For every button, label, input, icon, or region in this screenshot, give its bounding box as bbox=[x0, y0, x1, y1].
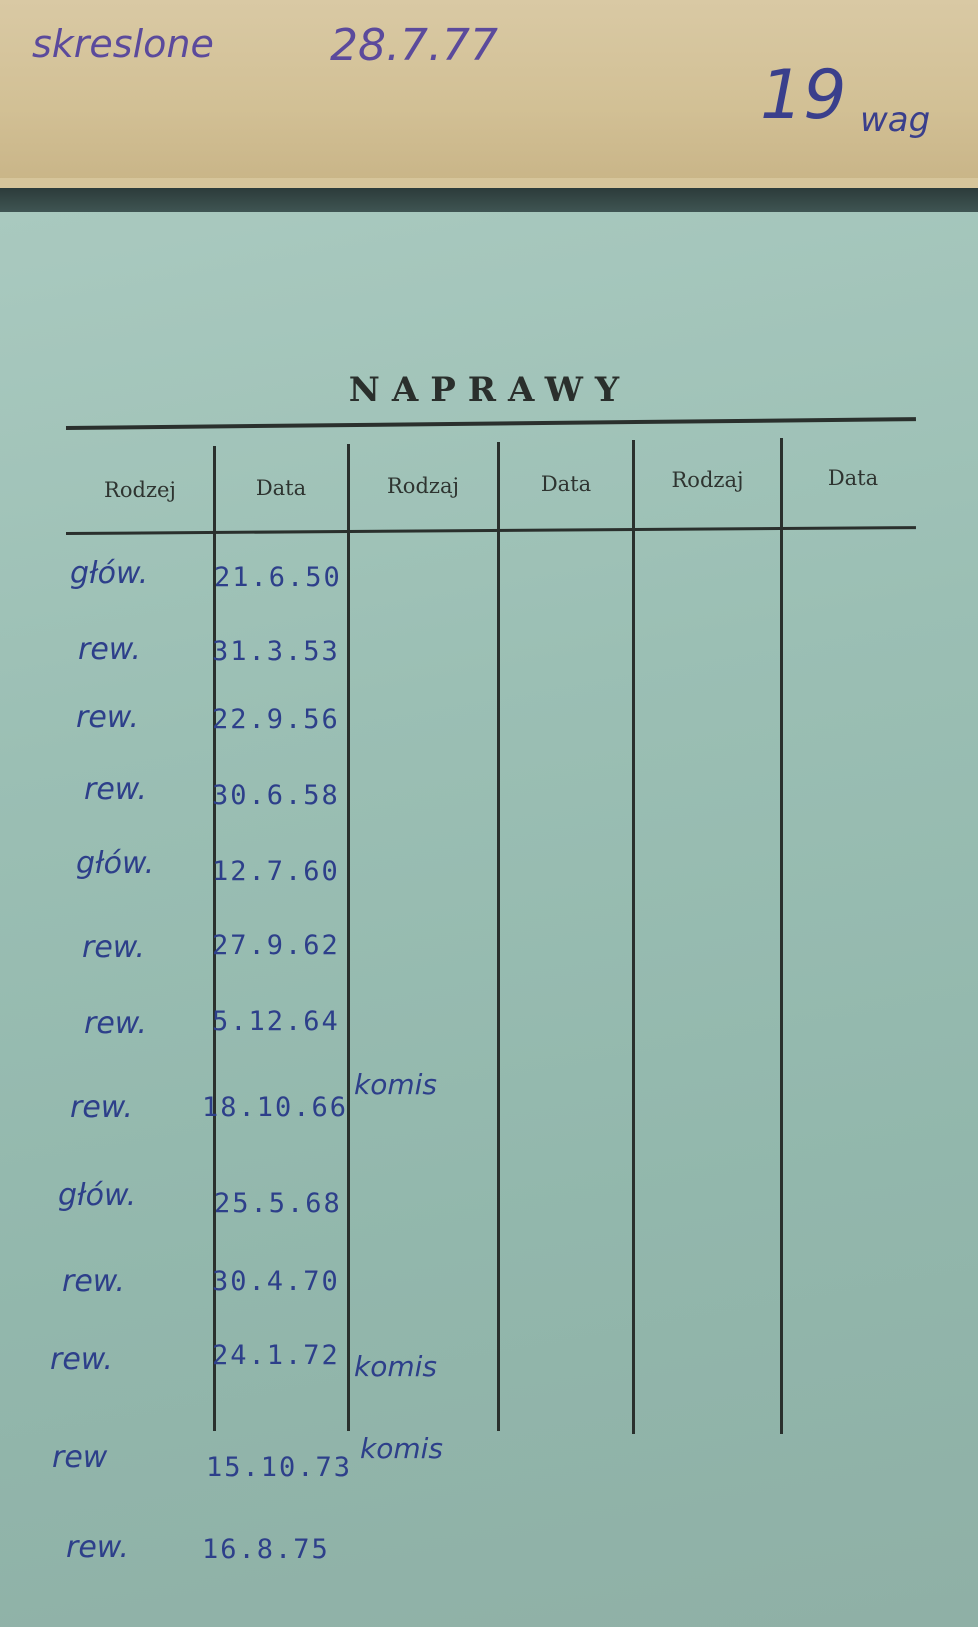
entry-kind: rew. bbox=[70, 1090, 133, 1125]
entry-kind: rew. bbox=[76, 700, 139, 735]
entry-date: 27.9.62 bbox=[212, 930, 340, 961]
binding-band bbox=[0, 188, 978, 212]
column-header: Rodzaj bbox=[387, 474, 459, 498]
entry-kind: głów. bbox=[70, 556, 149, 591]
entry-kind: rew bbox=[52, 1440, 108, 1475]
entry-date: 25.5.68 bbox=[214, 1188, 342, 1219]
column-header: Rodzej bbox=[104, 478, 176, 502]
entry-date: 24.1.72 bbox=[212, 1340, 340, 1371]
entry-kind: głów. bbox=[76, 846, 155, 881]
entry-date: 22.9.56 bbox=[212, 704, 340, 735]
entry-date: 30.4.70 bbox=[212, 1266, 340, 1297]
column-header: Data bbox=[540, 472, 592, 496]
entry-date: 12.7.60 bbox=[212, 856, 340, 887]
entry-note: komis bbox=[354, 1068, 437, 1101]
tab-number-suffix: wag bbox=[860, 100, 931, 140]
entry-kind: rew. bbox=[62, 1264, 125, 1299]
tab-number: 19 bbox=[760, 56, 847, 135]
folder-tab bbox=[0, 0, 978, 180]
entry-kind: głów. bbox=[58, 1178, 137, 1213]
entry-note: komis bbox=[360, 1432, 443, 1465]
entry-date: 31.3.53 bbox=[212, 636, 340, 667]
column-divider bbox=[497, 442, 500, 1431]
tab-note-date: 28.7.77 bbox=[330, 20, 498, 71]
page-title: NAPRAWY bbox=[348, 370, 632, 410]
column-divider bbox=[632, 440, 635, 1434]
entry-date: 15.10.73 bbox=[206, 1452, 353, 1483]
entry-date: 18.10.66 bbox=[202, 1092, 349, 1123]
entry-date: 5.12.64 bbox=[212, 1006, 340, 1037]
entry-kind: rew. bbox=[50, 1342, 113, 1377]
column-header: Data bbox=[255, 476, 307, 500]
entry-kind: rew. bbox=[66, 1530, 129, 1565]
column-header: Rodzaj bbox=[671, 468, 744, 492]
entry-kind: rew. bbox=[84, 1006, 147, 1041]
entry-kind: rew. bbox=[84, 772, 147, 807]
entry-date: 21.6.50 bbox=[214, 562, 342, 593]
entry-date: 30.6.58 bbox=[212, 780, 340, 811]
entry-date: 16.8.75 bbox=[202, 1534, 330, 1565]
entry-kind: rew. bbox=[82, 930, 145, 965]
column-divider bbox=[780, 438, 783, 1434]
tab-note: skreslone bbox=[32, 22, 214, 66]
entry-kind: rew. bbox=[78, 632, 141, 667]
column-header: Data bbox=[827, 466, 879, 490]
column-divider bbox=[347, 444, 350, 1431]
entry-note: komis bbox=[354, 1350, 437, 1383]
